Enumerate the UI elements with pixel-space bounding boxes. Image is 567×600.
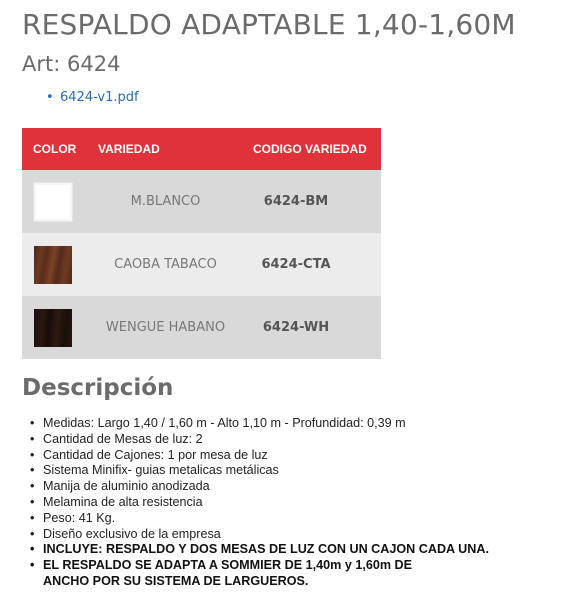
bullet-icon: • [30,510,35,525]
spec-item [30,463,489,479]
spec-text: Peso: 41 Kg. [43,510,116,525]
article-number: Art: 6424 [22,52,121,76]
spec-item [30,432,489,448]
spec-text: Cantidad de Mesas de luz: 2 [43,431,203,446]
table-row [22,170,381,233]
product-title: RESPALDO ADAPTABLE 1,40-1,60M [22,8,516,41]
spec-item [30,511,489,527]
spec-item-continuation [30,574,489,590]
pdf-download-link[interactable]: 6424-v1.pdf [60,90,139,105]
variety-code-cell [244,233,381,296]
table-header-row [22,128,381,170]
variety-code: 6424-WH [262,320,330,335]
spec-text: Medidas: Largo 1,40 / 1,60 m - Alto 1,10 m - Profundidad: 0,39 m [43,416,406,430]
spec-item [30,527,489,543]
swatch-cell [22,233,87,296]
bullet-icon: • [30,494,35,509]
variety-code: 6424-BM [263,194,329,209]
spec-item [30,479,489,495]
spec-text: Manija de aluminio anodizada [43,479,210,494]
swatch-cell [22,170,87,233]
wengue-wood-swatch [34,309,72,347]
header-variety: VARIEDAD [87,128,244,170]
header-color: COLOR [22,128,87,170]
file-list [46,90,139,105]
bullet-icon: • [30,542,35,557]
bullet-icon: • [30,447,35,462]
description-list [30,416,489,590]
spec-text: Cantidad de Cajones: 1 por mesa de luz [43,447,268,462]
bullet-icon: • [30,431,35,446]
table-row [22,233,381,296]
bullet-icon: • [46,90,54,105]
variety-name: M.BLANCO [87,170,244,233]
header-code: CODIGO VARIEDAD [244,128,381,170]
bullet-icon: • [30,526,35,541]
variety-name: WENGUE HABANO [87,296,244,359]
variety-code: 6424-CTA [261,257,331,272]
description-heading: Descripción [22,375,174,401]
caoba-wood-swatch [34,246,72,284]
spec-text: Sistema Minifix- guias metalicas metálicas [43,463,279,478]
spec-text: Melamina de alta resistencia [43,494,203,509]
spec-item [30,416,489,432]
bullet-icon: • [30,479,35,494]
spec-item [30,558,489,574]
spec-item [30,495,489,511]
spec-text: EL RESPALDO SE ADAPTA A SOMMIER DE 1,40m y 1,60m DE [43,558,413,573]
bullet-icon: • [30,416,35,430]
variety-code-cell [244,170,381,233]
white-swatch [34,183,72,221]
variety-code-cell [244,296,381,359]
file-list-item [46,90,139,105]
variety-name: CAOBA TABACO [87,233,244,296]
spec-item [30,448,489,464]
table-row [22,296,381,359]
spec-text: Diseño exclusivo de la empresa [43,526,221,541]
spec-text: ANCHO POR SU SISTEMA DE LARGUEROS. [43,573,309,588]
bullet-icon: • [30,463,35,478]
swatch-cell [22,296,87,359]
bullet-icon: • [30,558,35,573]
spec-item [30,542,489,558]
variants-table [22,128,381,359]
spec-text: INCLUYE: RESPALDO Y DOS MESAS DE LUZ CON UN CAJON CADA UNA. [43,542,489,557]
